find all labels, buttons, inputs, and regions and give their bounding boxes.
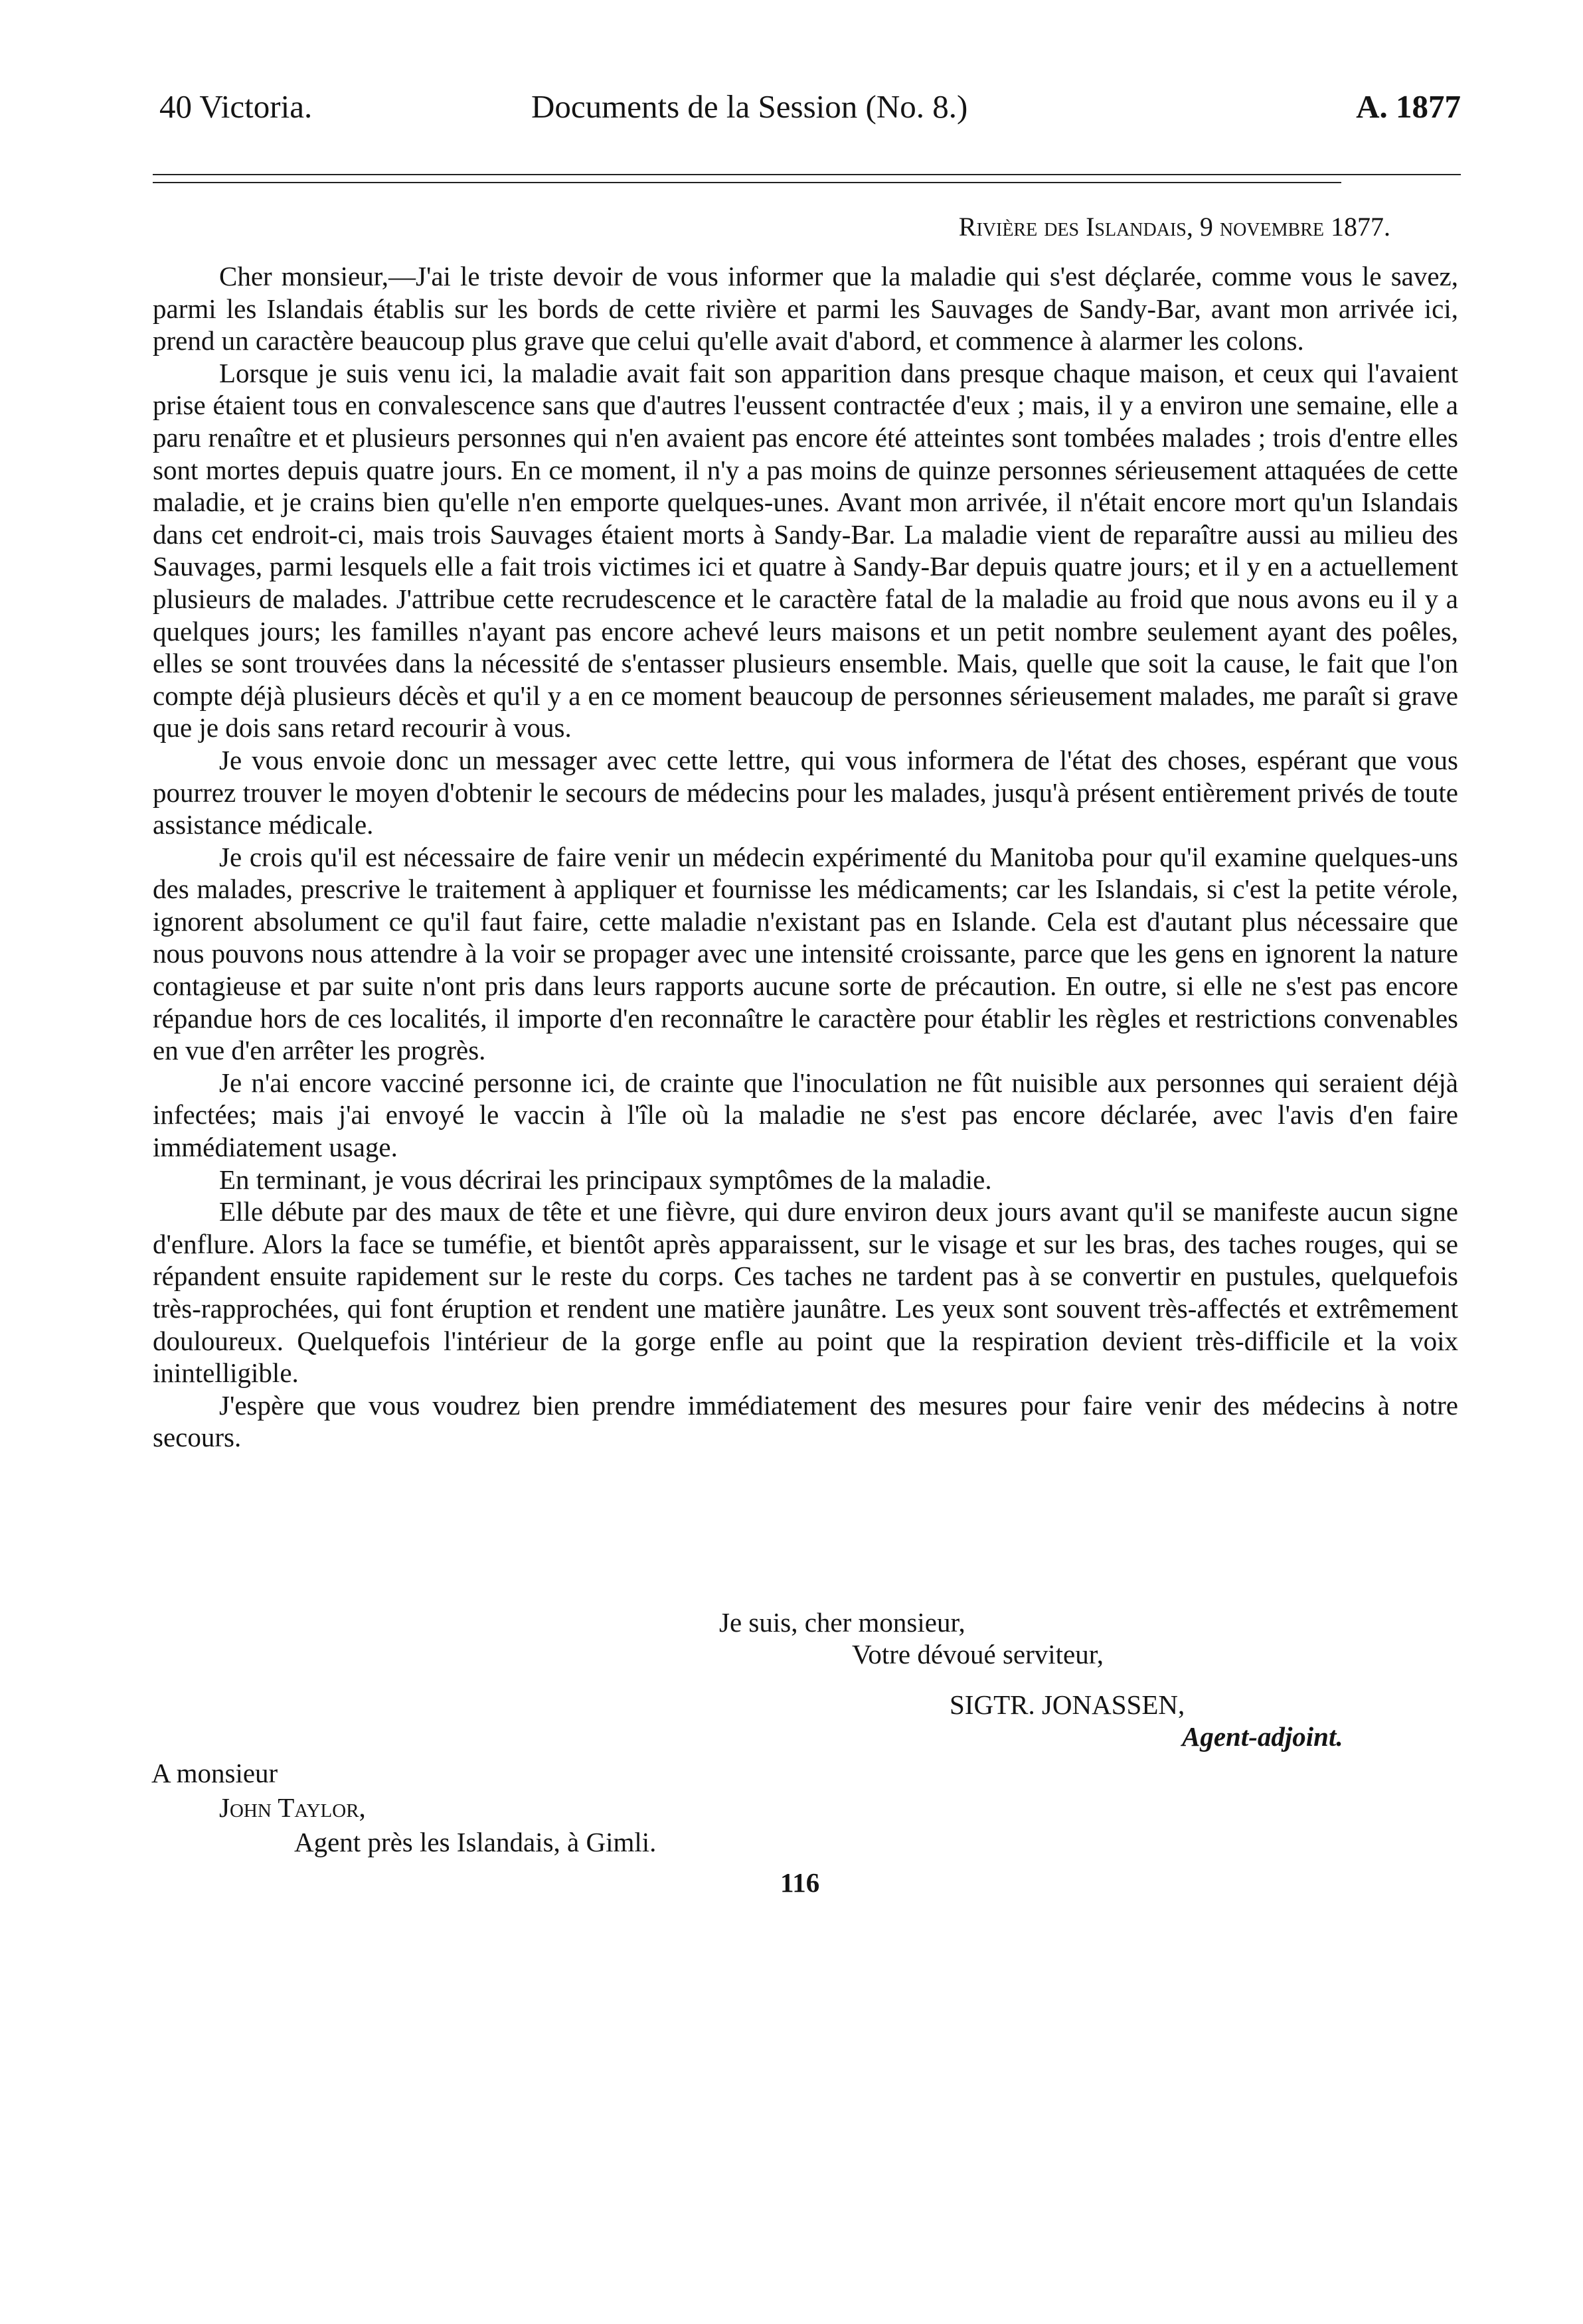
addressee-name: John Taylor, — [219, 1792, 366, 1823]
page-number: 116 — [780, 1867, 820, 1898]
letter-body — [153, 260, 1458, 1454]
closing-line: Votre dévoué serviteur, — [852, 1639, 1104, 1669]
header-document-title: Documents de la Session (No. 8.) — [531, 88, 968, 125]
header-session-year: 40 Victoria. — [159, 88, 313, 125]
addressee-line: Agent près les Islandais, à Gimli. — [294, 1827, 657, 1857]
paragraph: Je n'ai encore vacciné personne ici, de crainte que l'inoculation ne fût nuisible aux personnes qui seraient déjà infectées; mais j'ai envoyé le vaccin à l'île où la maladie ne s'est pas encore déclarée, avec l'avis d'en faire immédiatement usage. — [153, 1067, 1458, 1163]
paragraph: J'espère que vous voudrez bien prendre immédiatement des mesures pour faire venir des médecins à notre secours. — [153, 1389, 1458, 1453]
addressee-line: A monsieur — [151, 1758, 278, 1788]
paragraph: En terminant, je vous décrirai les principaux symptômes de la maladie. — [219, 1164, 992, 1195]
paragraph: Lorsque je suis venu ici, la maladie avait fait son apparition dans presque chaque maison, et ceux qui l'avaient prise étaient tous en convalescence sans que d'autres l'eussent contractée d'eux ; mais, il y a environ une semaine, elle a paru renaître et et plusieurs personnes qui n'en avaient pas encore été atteintes sont tombées malades ; trois d'entre elles sont mortes depuis quatre jours. En ce moment, il n'y a pas moins de quinze personnes sérieusement attaquées de cette maladie, et je crains bien qu'elle n'en emporte quelques-unes. Avant mon arrivée, il n'était encore mort qu'un Islandais dans cet endroit-ci, mais trois Sauvages étaient morts à Sandy-Bar. La maladie vient de reparaître aussi au milieu des Sauvages, parmi lesquels elle a fait trois victimes ici et quatre à Sandy-Bar depuis quatre jours; et il y en a actuellement plusieurs de malades. J'attribue cette recrudescence et le caractère fatal de la maladie au froid que nous avons eu il y a quelques jours; les familles n'ayant pas encore achevé leurs maisons et un petit nombre seulement ayant des poêles, elles se sont trouvées dans la nécessité de s'entasser plusieurs ensemble. Mais, quelle que soit la cause, le fait que l'on compte déjà plusieurs décès et qu'il y a en ce moment beaucoup de personnes sérieusement malades, me paraît si grave que je dois sans retard recourir à vous. — [153, 357, 1458, 743]
paragraph: Je vous envoie donc un messager avec cette lettre, qui vous informera de l'état des choses, espérant que vous pourrez trouver le moyen d'obtenir le secours de médecins pour les malades, jusqu'à présent entièrement privés de toute assistance médicale. — [153, 744, 1458, 840]
paragraph: Elle débute par des maux de tête et une fièvre, qui dure environ deux jours avant qu'il se manifeste aucun signe d'enflure. Alors la face se tuméfie, et bientôt après apparaissent, sur le visage et sur les bras, des taches rouges, qui se répandent ensuite rapidement sur le reste du corps. Ces taches ne tardent pas à se convertir en pustules, quelquefois très-rapprochées, qui font éruption et rendent une matière jaunâtre. Les yeux sont souvent très-affectés et extrêmement douloureux. Quelquefois l'intérieur de la gorge enfle au point que la respiration devient très-difficile et la voix inintelligible. — [153, 1196, 1458, 1389]
header-rule — [153, 174, 1461, 175]
paragraph: Je crois qu'il est nécessaire de faire venir un médecin expérimenté du Manitoba pour qu'il examine quelques-uns des malades, prescrive le traitement à appliquer et fournisse les médicaments; car les Islandais, si c'est la petite vérole, ignorent absolument ce qu'il faut faire, cette maladie n'existant pas en Islande. Cela est d'autant plus nécessaire que nous pouvons nous attendre à la voir se propager avec une intensité croissante, parce que les gens en ignorent la nature contagieuse et par suite n'ont pris dans leurs rapports aucune sorte de précaution. En outre, si elle ne s'est pas encore répandue hors de ces localités, il importe d'en reconnaître le caractère pour établir les règles et restrictions convenables en vue d'en arrêter les progrès. — [153, 841, 1458, 1066]
running-header — [153, 88, 1461, 134]
paragraph-salutation: Cher monsieur,—J'ai le triste devoir de vous informer que la maladie qui s'est déçlarée, comme vous le savez, parmi les Islandais établis sur les bords de cette rivière et parmi les Sauvages de Sandy-Bar, avant mon arrivée ici, prend un caractère beaucoup plus grave que celui qu'elle avait d'abord, et commence à alarmer les colons. — [153, 261, 1458, 356]
closing-line: Je suis, cher monsieur, — [719, 1607, 965, 1638]
signatory-title: Agent-adjoint. — [1182, 1721, 1343, 1752]
signature: SIGTR. JONASSEN, — [950, 1689, 1185, 1720]
letter-dateline: Rivière des Islandais, 9 novembre 1877. — [958, 212, 1390, 242]
header-year: A. 1877 — [1356, 88, 1461, 125]
header-rule-secondary — [153, 182, 1341, 183]
